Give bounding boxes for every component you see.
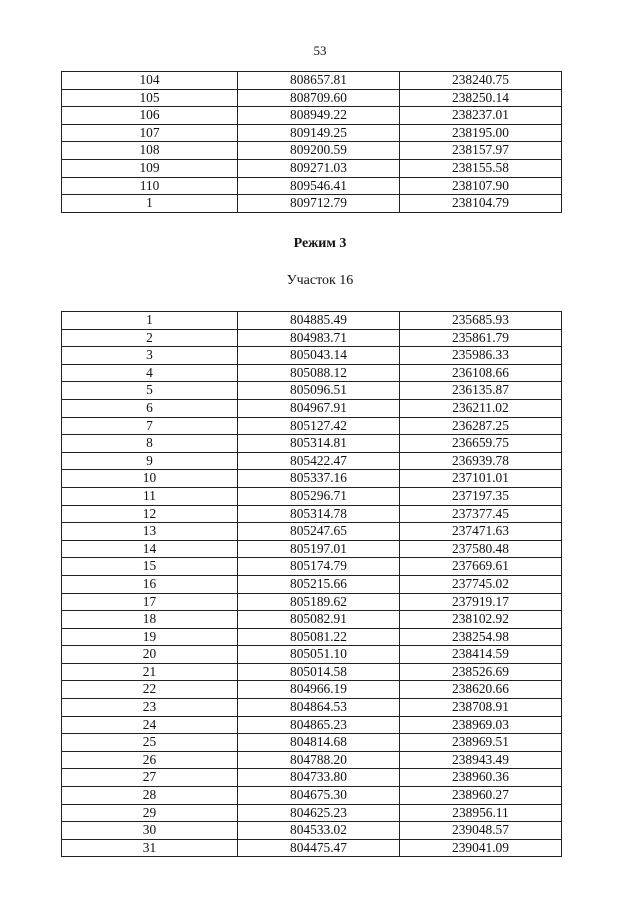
y-coordinate-cell: 238254.98 (400, 628, 562, 646)
point-number-cell: 15 (62, 558, 238, 576)
y-coordinate-cell: 238960.27 (400, 787, 562, 805)
point-number-cell: 12 (62, 505, 238, 523)
table-row (62, 142, 562, 160)
y-coordinate-cell: 238620.66 (400, 681, 562, 699)
point-number-cell: 27 (62, 769, 238, 787)
x-coordinate-cell: 804983.71 (238, 329, 400, 347)
x-coordinate-cell: 805051.10 (238, 646, 400, 664)
point-number-cell: 13 (62, 523, 238, 541)
x-coordinate-cell: 804475.47 (238, 839, 400, 857)
table-row (62, 329, 562, 347)
point-number-cell: 23 (62, 699, 238, 717)
page-number: 53 (313, 43, 327, 58)
table-row (62, 505, 562, 523)
table-row (62, 628, 562, 646)
point-number-cell: 7 (62, 417, 238, 435)
x-coordinate-cell: 804733.80 (238, 769, 400, 787)
point-number-cell: 6 (62, 399, 238, 417)
point-number-cell: 2 (62, 329, 238, 347)
y-coordinate-cell: 238240.75 (400, 72, 562, 90)
y-coordinate-cell: 239048.57 (400, 822, 562, 840)
point-number-cell: 9 (62, 452, 238, 470)
table-row (62, 734, 562, 752)
point-number-cell: 31 (62, 839, 238, 857)
point-number-cell: 4 (62, 364, 238, 382)
table-row (62, 611, 562, 629)
y-coordinate-cell: 238107.90 (400, 177, 562, 195)
x-coordinate-cell: 808949.22 (238, 107, 400, 125)
table-row (62, 107, 562, 125)
point-number-cell: 106 (62, 107, 238, 125)
y-coordinate-cell: 235861.79 (400, 329, 562, 347)
table-row (62, 487, 562, 505)
y-coordinate-cell: 237101.01 (400, 470, 562, 488)
table-row (62, 593, 562, 611)
x-coordinate-cell: 804625.23 (238, 804, 400, 822)
table-row (62, 558, 562, 576)
y-coordinate-cell: 237669.61 (400, 558, 562, 576)
y-coordinate-cell: 238157.97 (400, 142, 562, 160)
y-coordinate-cell: 236287.25 (400, 417, 562, 435)
x-coordinate-cell: 804967.91 (238, 399, 400, 417)
table-row (62, 195, 562, 213)
x-coordinate-cell: 805422.47 (238, 452, 400, 470)
table-row (62, 716, 562, 734)
mode-heading: Режим 3 (293, 236, 347, 251)
coordinates-table-continued (61, 71, 562, 213)
y-coordinate-cell: 238155.58 (400, 159, 562, 177)
table-row (62, 364, 562, 382)
table-row (62, 159, 562, 177)
point-number-cell: 25 (62, 734, 238, 752)
x-coordinate-cell: 804885.49 (238, 312, 400, 330)
table-row (62, 89, 562, 107)
point-number-cell: 3 (62, 347, 238, 365)
point-number-cell: 28 (62, 787, 238, 805)
y-coordinate-cell: 237745.02 (400, 575, 562, 593)
point-number-cell: 11 (62, 487, 238, 505)
table-row (62, 769, 562, 787)
point-number-cell: 5 (62, 382, 238, 400)
point-number-cell: 109 (62, 159, 238, 177)
point-number-cell: 24 (62, 716, 238, 734)
point-number-cell: 19 (62, 628, 238, 646)
x-coordinate-cell: 805127.42 (238, 417, 400, 435)
table-body (62, 72, 562, 213)
y-coordinate-cell: 238969.51 (400, 734, 562, 752)
table-row (62, 699, 562, 717)
x-coordinate-cell: 809271.03 (238, 159, 400, 177)
x-coordinate-cell: 805189.62 (238, 593, 400, 611)
point-number-cell: 104 (62, 72, 238, 90)
point-number-cell: 107 (62, 124, 238, 142)
table-row (62, 452, 562, 470)
table-row (62, 312, 562, 330)
x-coordinate-cell: 805174.79 (238, 558, 400, 576)
point-number-cell: 18 (62, 611, 238, 629)
point-number-cell: 1 (62, 195, 238, 213)
y-coordinate-cell: 238250.14 (400, 89, 562, 107)
table-row (62, 681, 562, 699)
y-coordinate-cell: 237197.35 (400, 487, 562, 505)
point-number-cell: 22 (62, 681, 238, 699)
y-coordinate-cell: 237580.48 (400, 540, 562, 558)
point-number-cell: 1 (62, 312, 238, 330)
x-coordinate-cell: 809149.25 (238, 124, 400, 142)
point-number-cell: 29 (62, 804, 238, 822)
x-coordinate-cell: 808657.81 (238, 72, 400, 90)
table-row (62, 177, 562, 195)
x-coordinate-cell: 804814.68 (238, 734, 400, 752)
x-coordinate-cell: 805043.14 (238, 347, 400, 365)
point-number-cell: 14 (62, 540, 238, 558)
point-number-cell: 30 (62, 822, 238, 840)
table-row (62, 540, 562, 558)
x-coordinate-cell: 805014.58 (238, 663, 400, 681)
y-coordinate-cell: 238708.91 (400, 699, 562, 717)
table-row (62, 399, 562, 417)
x-coordinate-cell: 804966.19 (238, 681, 400, 699)
y-coordinate-cell: 238960.36 (400, 769, 562, 787)
x-coordinate-cell: 805088.12 (238, 364, 400, 382)
x-coordinate-cell: 809200.59 (238, 142, 400, 160)
x-coordinate-cell: 805081.22 (238, 628, 400, 646)
point-number-cell: 8 (62, 435, 238, 453)
table-row (62, 72, 562, 90)
table-row (62, 751, 562, 769)
table-row (62, 804, 562, 822)
y-coordinate-cell: 236135.87 (400, 382, 562, 400)
y-coordinate-cell: 238195.00 (400, 124, 562, 142)
x-coordinate-cell: 805082.91 (238, 611, 400, 629)
y-coordinate-cell: 238104.79 (400, 195, 562, 213)
y-coordinate-cell: 235986.33 (400, 347, 562, 365)
point-number-cell: 17 (62, 593, 238, 611)
y-coordinate-cell: 237919.17 (400, 593, 562, 611)
table-row (62, 822, 562, 840)
table-row (62, 382, 562, 400)
y-coordinate-cell: 237377.45 (400, 505, 562, 523)
x-coordinate-cell: 805215.66 (238, 575, 400, 593)
x-coordinate-cell: 805296.71 (238, 487, 400, 505)
y-coordinate-cell: 239041.09 (400, 839, 562, 857)
table-row (62, 575, 562, 593)
section-heading: Участок 16 (286, 273, 354, 288)
x-coordinate-cell: 805314.78 (238, 505, 400, 523)
table-row (62, 839, 562, 857)
table-row (62, 124, 562, 142)
table-row (62, 523, 562, 541)
x-coordinate-cell: 804788.20 (238, 751, 400, 769)
y-coordinate-cell: 236108.66 (400, 364, 562, 382)
x-coordinate-cell: 804533.02 (238, 822, 400, 840)
y-coordinate-cell: 238956.11 (400, 804, 562, 822)
x-coordinate-cell: 804675.30 (238, 787, 400, 805)
y-coordinate-cell: 238237.01 (400, 107, 562, 125)
table-body (62, 312, 562, 857)
y-coordinate-cell: 236939.78 (400, 452, 562, 470)
table-row (62, 663, 562, 681)
x-coordinate-cell: 805096.51 (238, 382, 400, 400)
table-row (62, 787, 562, 805)
table-row (62, 646, 562, 664)
table-row (62, 470, 562, 488)
point-number-cell: 108 (62, 142, 238, 160)
y-coordinate-cell: 238414.59 (400, 646, 562, 664)
x-coordinate-cell: 805247.65 (238, 523, 400, 541)
x-coordinate-cell: 809712.79 (238, 195, 400, 213)
y-coordinate-cell: 238102.92 (400, 611, 562, 629)
y-coordinate-cell: 238526.69 (400, 663, 562, 681)
y-coordinate-cell: 236211.02 (400, 399, 562, 417)
x-coordinate-cell: 804865.23 (238, 716, 400, 734)
x-coordinate-cell: 804864.53 (238, 699, 400, 717)
y-coordinate-cell: 237471.63 (400, 523, 562, 541)
x-coordinate-cell: 809546.41 (238, 177, 400, 195)
x-coordinate-cell: 805314.81 (238, 435, 400, 453)
point-number-cell: 110 (62, 177, 238, 195)
x-coordinate-cell: 808709.60 (238, 89, 400, 107)
point-number-cell: 26 (62, 751, 238, 769)
point-number-cell: 20 (62, 646, 238, 664)
y-coordinate-cell: 236659.75 (400, 435, 562, 453)
y-coordinate-cell: 235685.93 (400, 312, 562, 330)
point-number-cell: 21 (62, 663, 238, 681)
y-coordinate-cell: 238969.03 (400, 716, 562, 734)
table-row (62, 417, 562, 435)
point-number-cell: 10 (62, 470, 238, 488)
table-row (62, 347, 562, 365)
coordinates-table-section-16 (61, 311, 562, 857)
y-coordinate-cell: 238943.49 (400, 751, 562, 769)
table-row (62, 435, 562, 453)
point-number-cell: 16 (62, 575, 238, 593)
x-coordinate-cell: 805197.01 (238, 540, 400, 558)
point-number-cell: 105 (62, 89, 238, 107)
x-coordinate-cell: 805337.16 (238, 470, 400, 488)
